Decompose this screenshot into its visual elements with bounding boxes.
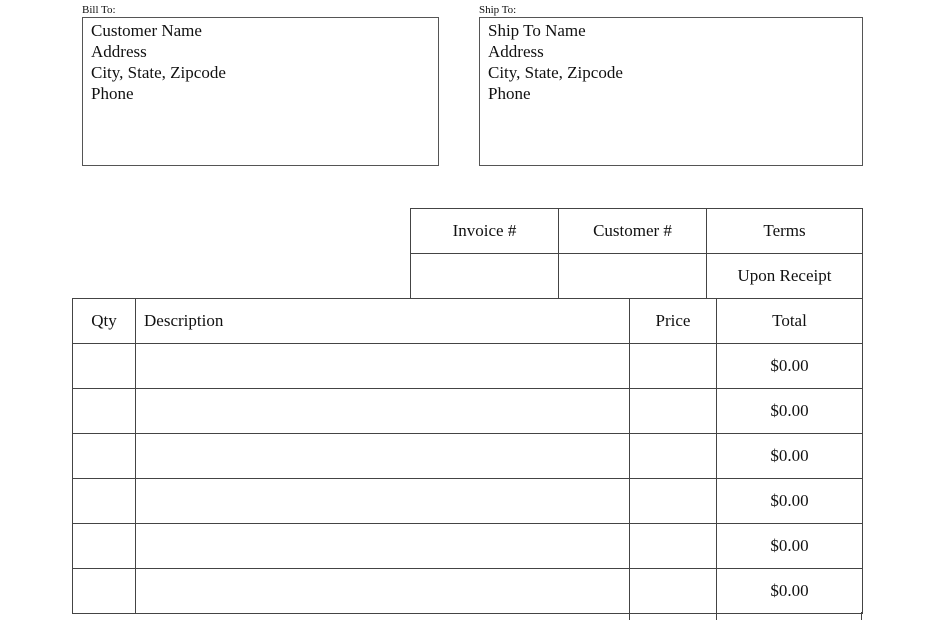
cell-description[interactable] xyxy=(135,433,630,479)
bill-to-city: City, State, Zipcode xyxy=(91,63,226,82)
table-divider xyxy=(716,612,717,620)
bill-to-label: Bill To: xyxy=(82,4,116,16)
customer-number-value[interactable] xyxy=(558,253,707,299)
invoice-number-value[interactable] xyxy=(410,253,559,299)
header-description: Description xyxy=(135,298,630,344)
cell-qty[interactable] xyxy=(72,478,136,524)
cell-description[interactable] xyxy=(135,523,630,569)
cell-description[interactable] xyxy=(135,388,630,434)
ship-to-phone: Phone xyxy=(488,84,531,103)
ship-to-address: Address xyxy=(488,42,544,61)
terms-value[interactable]: Upon Receipt xyxy=(706,253,863,299)
cell-total[interactable]: $0.00 xyxy=(716,523,863,569)
table-divider xyxy=(861,612,862,620)
cell-price[interactable] xyxy=(629,343,717,389)
ship-to-label: Ship To: xyxy=(479,4,517,16)
cell-total[interactable]: $0.00 xyxy=(716,388,863,434)
cell-qty[interactable] xyxy=(72,433,136,479)
customer-number-header: Customer # xyxy=(558,208,707,254)
ship-to-city: City, State, Zipcode xyxy=(488,63,623,82)
cell-qty[interactable] xyxy=(72,523,136,569)
invoice-number-header: Invoice # xyxy=(410,208,559,254)
cell-description[interactable] xyxy=(135,478,630,524)
header-qty: Qty xyxy=(72,298,136,344)
ship-to-box[interactable] xyxy=(479,17,863,166)
cell-qty[interactable] xyxy=(72,388,136,434)
header-price: Price xyxy=(629,298,717,344)
cell-total[interactable]: $0.00 xyxy=(716,568,863,614)
table-divider xyxy=(629,612,630,620)
cell-price[interactable] xyxy=(629,433,717,479)
cell-total[interactable]: $0.00 xyxy=(716,478,863,524)
bill-to-phone: Phone xyxy=(91,84,134,103)
ship-to-name: Ship To Name xyxy=(488,21,586,40)
cell-description[interactable] xyxy=(135,343,630,389)
cell-qty[interactable] xyxy=(72,568,136,614)
cell-qty[interactable] xyxy=(72,343,136,389)
terms-header: Terms xyxy=(706,208,863,254)
cell-description[interactable] xyxy=(135,568,630,614)
bill-to-address: Address xyxy=(91,42,147,61)
header-total: Total xyxy=(716,298,863,344)
cell-price[interactable] xyxy=(629,568,717,614)
cell-total[interactable]: $0.00 xyxy=(716,343,863,389)
bill-to-box[interactable] xyxy=(82,17,439,166)
cell-price[interactable] xyxy=(629,523,717,569)
cell-price[interactable] xyxy=(629,478,717,524)
cell-total[interactable]: $0.00 xyxy=(716,433,863,479)
bill-to-name: Customer Name xyxy=(91,21,202,40)
cell-price[interactable] xyxy=(629,388,717,434)
